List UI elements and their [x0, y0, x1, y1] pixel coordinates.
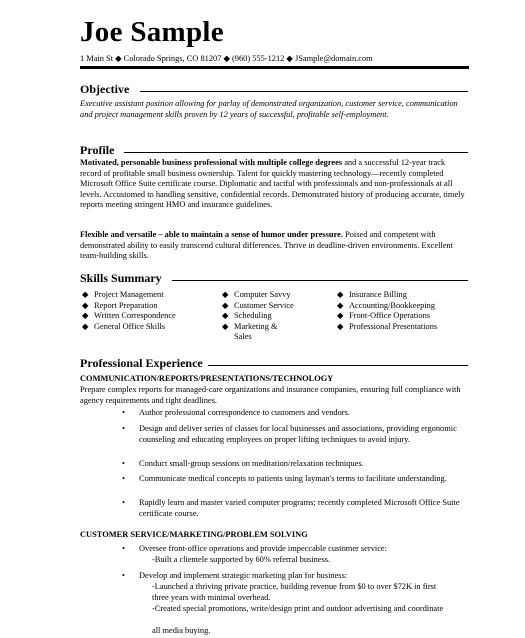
objective-title: Objective — [80, 82, 130, 96]
profile-rule — [124, 152, 468, 153]
skill-item: ◆ Computer Savvy — [222, 290, 291, 299]
list-item: • Author professional correspondence to customers and vendors. — [122, 408, 350, 417]
list-item: • Oversee front-office operations and provide impeccable customer service: — [122, 544, 387, 553]
skill-item-continued: Sales — [234, 332, 252, 341]
objective-rule — [140, 91, 468, 92]
profile-p1-body: and a successful 12-year track record of profitable small business ownership. Talent for quickly mastering technology—recently completed Microsoft Office Suite certificate course. Diplomatic and tactful with professionals and non-professionals at all levels. Accustomed to handling sensitive, confidential records. Demonstrated history of producing accurate, timely reports meeting stringent HMO and insurance guidelines. — [80, 158, 465, 210]
list-item: • Conduct small-group sessions on meditation/relaxation techniques. — [122, 459, 364, 468]
skill-item: ◆ Marketing & — [222, 321, 278, 331]
skill-item: ◆ Written Correspondence — [82, 311, 176, 320]
customer-service-heading: CUSTOMER SERVICE/MARKETING/PROBLEM SOLVING — [80, 530, 308, 539]
communication-heading: COMMUNICATION/REPORTS/PRESENTATIONS/TECHNOLOGY — [80, 374, 334, 383]
list-subitem: -Created special promotions, write/design print and outdoor advertising and coordinate — [152, 604, 444, 613]
profile-p1-lead: Motivated, personable business professional with multiple college degrees — [80, 158, 343, 167]
list-subitem: -Built a clientele supported by 60% referral business. — [152, 555, 331, 564]
list-item: • Design and deliver series of classes for local businesses and associations, providing ergonomic counseling and educating employees on proper lifting techniques to avoid injury. — [122, 424, 457, 444]
skill-item: ◆ Front-Office Operations — [337, 311, 431, 320]
skill-item: ◆ Scheduling — [222, 311, 272, 320]
communication-intro: Prepare complex reports for managed-care organizations and insurance companies, ensuring full compliance with agency requirements and tight deadlines. — [80, 385, 461, 405]
skill-item: ◆ Report Preparation — [82, 300, 158, 310]
list-subitem: all media buying. — [152, 626, 211, 635]
skill-item: ◆ Insurance Billing — [337, 290, 407, 299]
objective-text: Executive assistant position allowing for parlay of demonstrated organization, customer service, communication and project management skills proven by 12 years of successful, profitable self-employment. — [80, 99, 458, 119]
experience-rule — [208, 365, 468, 366]
header-rule — [80, 66, 469, 69]
skill-item: ◆ Customer Service — [222, 300, 294, 310]
profile-p2-lead: Flexible and versatile – able to maintain a sense of humor under pressure. — [80, 230, 343, 239]
skill-item: ◆ General Office Skills — [82, 321, 166, 331]
experience-title: Professional Experience — [80, 356, 203, 370]
skills-rule — [172, 280, 468, 281]
skills-title: Skills Summary — [80, 271, 162, 285]
list-subitem: -Launched a thriving private practice, building revenue from $0 to over $72K in first three years with minimal overhead. — [152, 582, 437, 602]
list-item: • Communicate medical concepts to patients using layman's terms to facilitate understanding. — [122, 474, 447, 483]
list-item: • Rapidly learn and master varied computer programs; recently completed Microsoft Office Suite certificate course. — [122, 498, 460, 518]
list-item: • Develop and implement strategic marketing plan for business: — [122, 571, 348, 580]
profile-p2-body: Poised and competent with demonstrated ability to easily transcend cultural differences. Thrive in deadline-driven environments. Excellent team-building skills. — [80, 230, 453, 261]
skill-item: ◆ Professional Presentations — [337, 321, 438, 331]
resume-name: Joe Sample — [80, 16, 224, 48]
profile-paragraph-2 — [80, 230, 468, 262]
skill-item: ◆ Accounting/Bookkeeping — [337, 300, 436, 310]
skill-item: ◆ Project Management — [82, 290, 164, 299]
profile-paragraph-1 — [80, 158, 468, 211]
contact-line: 1 Main St ◆ Colorado Springs, CO 81207 ◆ (960) 555-1212 ◆ JSample@domain.com — [80, 54, 373, 63]
profile-title: Profile — [80, 143, 115, 157]
